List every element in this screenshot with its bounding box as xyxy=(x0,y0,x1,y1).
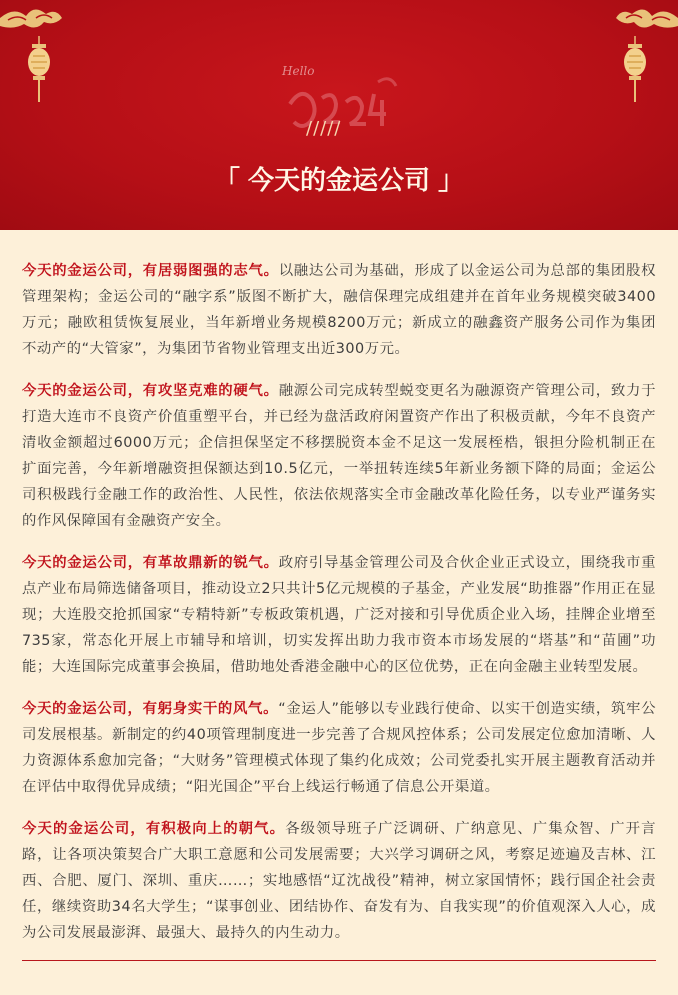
paragraph-lead: 今天的金运公司，有积极向上的朝气。 xyxy=(22,821,286,837)
bottom-divider xyxy=(22,960,656,961)
hello-2024-logo xyxy=(282,64,402,144)
page-title xyxy=(0,160,678,197)
paragraph-lead: 今天的金运公司，有躬身实干的风气。 xyxy=(22,701,279,717)
title-bracket-right: 」 xyxy=(438,166,465,196)
paragraph-4 xyxy=(22,696,656,800)
paragraph-3 xyxy=(22,550,656,680)
paragraph-5 xyxy=(22,816,656,946)
title-bracket-left: 「 xyxy=(213,166,240,196)
decorative-slashes: ///// xyxy=(306,118,342,139)
header-banner xyxy=(0,0,678,230)
paragraph-text: 以融达公司为基础，形成了以金运公司为总部的集团股权管理架构；金运公司的“融字系”版图不断扩大，融信保理完成组建并在首年业务规模突破3400万元；融欧租赁恢复展业，当年新增业务规模8200万元；新成立的融鑫资产服务公司作为集团不动产的“大管家”，为集团节省物业管理支出近300万元。 xyxy=(22,263,656,357)
paragraph-lead: 今天的金运公司，有攻坚克难的硬气。 xyxy=(22,383,279,399)
lantern-icon-right xyxy=(622,36,648,106)
paragraph-text: 政府引导基金管理公司及合伙企业正式设立，围绕我市重点产业布局筛选储备项目，推动设立2只共计5亿元规模的子基金，产业发展“助推器”作用正在显现；大连股交抢抓国家“专精特新”专板政策机遇，广泛对接和引导优质企业入场，挂牌企业增至735家，常态化开展上市辅导和培训，切实发挥出助力我市资本市场发展的“塔基”和“苗圃”功能；大连国际完成董事会换届，借助地处香港金融中心的区位优势，正在向金融主业转型发展。 xyxy=(22,555,656,675)
paragraph-text: 融源公司完成转型蜕变更名为融源资产管理公司，致力于打造大连市不良资产价值重塑平台，并已经为盘活政府闲置资产作出了积极贡献，今年不良资产清收金额超过6000万元；企信担保坚定不移摆脱资本金不足这一发展桎梏，银担分险机制正在扩面完善，今年新增融资担保额达到10.5亿元，一举扭转连续5年新业务额下降的局面；金运公司积极践行金融工作的政治性、人民性，依法依规落实全市金融改革化险任务，以专业严谨务实的作风保障国有金融资产安全。 xyxy=(22,383,656,529)
title-text: 今天的金运公司 xyxy=(247,166,430,196)
dragon-2024-art xyxy=(282,64,402,144)
lantern-icon-left xyxy=(26,36,52,106)
paragraph-lead: 今天的金运公司，有居弱图强的志气。 xyxy=(22,263,279,279)
article-body xyxy=(0,230,678,946)
hello-text: Hello xyxy=(282,64,315,78)
paragraph-text: “金运人”能够以专业践行使命、以实干创造实绩，筑牢公司发展根基。新制定的约40项管理制度进一步完善了合规风控体系；公司发展定位愈加清晰、人力资源体系愈加完备；“大财务”管理模式体现了集约化成效；公司党委扎实开展主题教育活动并在评估中取得优异成绩；“阳光国企”平台上线运行畅通了信息公开渠道。 xyxy=(22,701,656,795)
paragraph-text: 各级领导班子广泛调研、广纳意见、广集众智、广开言路，让各项决策契合广大职工意愿和公司发展需要；大兴学习调研之风，考察足迹遍及吉林、江西、合肥、厦门、深圳、重庆……；实地感悟“辽沈战役”精神，树立家国情怀；践行国企社会责任，继续资助34名大学生；“谋事创业、团结协作、奋发有为、自我实现”的价值观深入人心，成为公司发展最澎湃、最强大、最持久的内生动力。 xyxy=(22,821,656,941)
paragraph-2 xyxy=(22,378,656,534)
paragraph-lead: 今天的金运公司，有革故鼎新的锐气。 xyxy=(22,555,279,571)
paragraph-1 xyxy=(22,258,656,362)
